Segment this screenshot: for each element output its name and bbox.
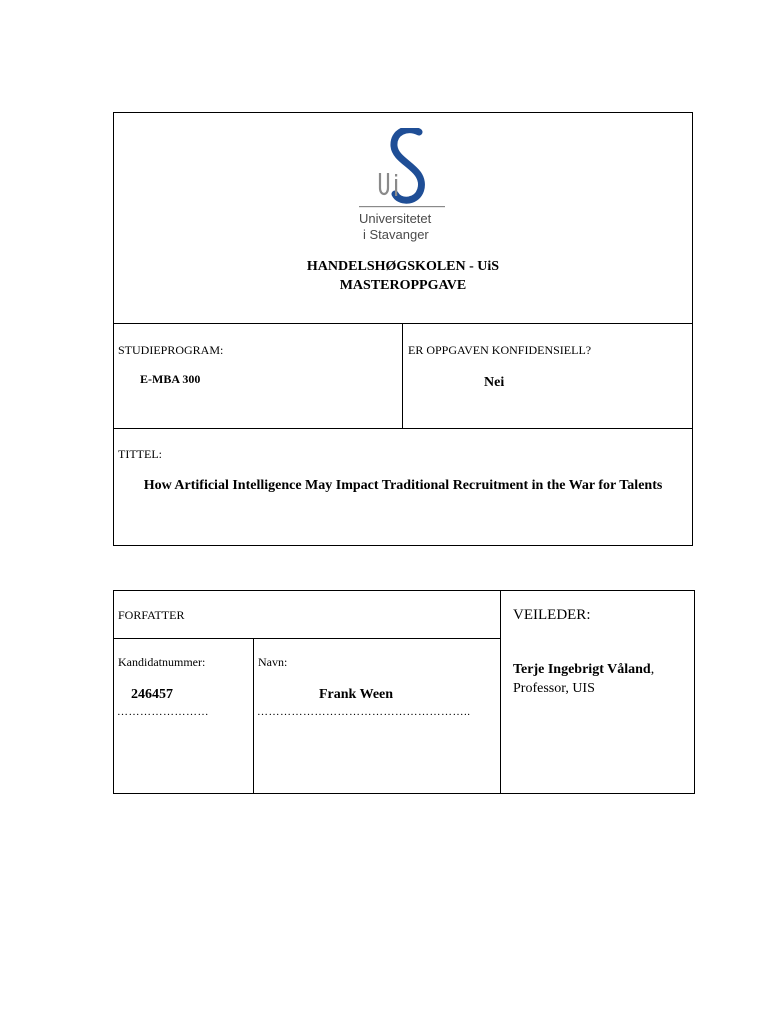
- divider-program-confidential: [402, 323, 403, 429]
- author-label: FORFATTER: [118, 608, 185, 622]
- candidate-number-dotted-line: ……………………: [117, 706, 209, 718]
- logo-text-line1: Universitetet: [359, 211, 432, 226]
- supervisor-label: VEILEDER:: [513, 607, 591, 623]
- school-name: HANDELSHØGSKOLEN - UiS: [306, 259, 500, 274]
- divider-candidate-name: [253, 638, 254, 794]
- name-label: Navn:: [258, 655, 288, 669]
- author-name-dotted-line: ………………………………………………..: [257, 706, 471, 718]
- program-label: STUDIEPROGRAM:: [118, 343, 224, 357]
- logo-text-line2: i Stavanger: [363, 227, 429, 242]
- supervisor-name-comma: ,: [650, 662, 655, 677]
- confidential-label: ER OPPGAVEN KONFIDENSIELL?: [408, 343, 592, 357]
- divider-author-supervisor: [500, 590, 501, 794]
- candidate-number-value: 246457: [131, 687, 173, 702]
- divider-title: [113, 428, 693, 429]
- program-value: E-MBA 300: [140, 372, 201, 386]
- thesis-type: MASTEROPPGAVE: [339, 278, 467, 293]
- author-name-value: Frank Ween: [319, 687, 394, 702]
- supervisor-name-line: [513, 662, 654, 678]
- uis-logo-mark: [355, 128, 450, 210]
- thesis-title: How Artificial Intelligence May Impact Traditional Recruitment in the War for Talents: [143, 478, 663, 493]
- supervisor-name: Terje Ingebrigt Våland: [513, 662, 651, 677]
- confidential-value: Nei: [484, 375, 505, 390]
- candidate-number-label: Kandidatnummer:: [118, 655, 206, 669]
- uis-logo: [355, 128, 450, 248]
- divider-header: [113, 323, 693, 324]
- supervisor-title: Professor, UIS: [513, 681, 595, 696]
- title-label: TITTEL:: [118, 447, 162, 461]
- lower-form-box: [113, 590, 695, 794]
- divider-author-header: [113, 638, 501, 639]
